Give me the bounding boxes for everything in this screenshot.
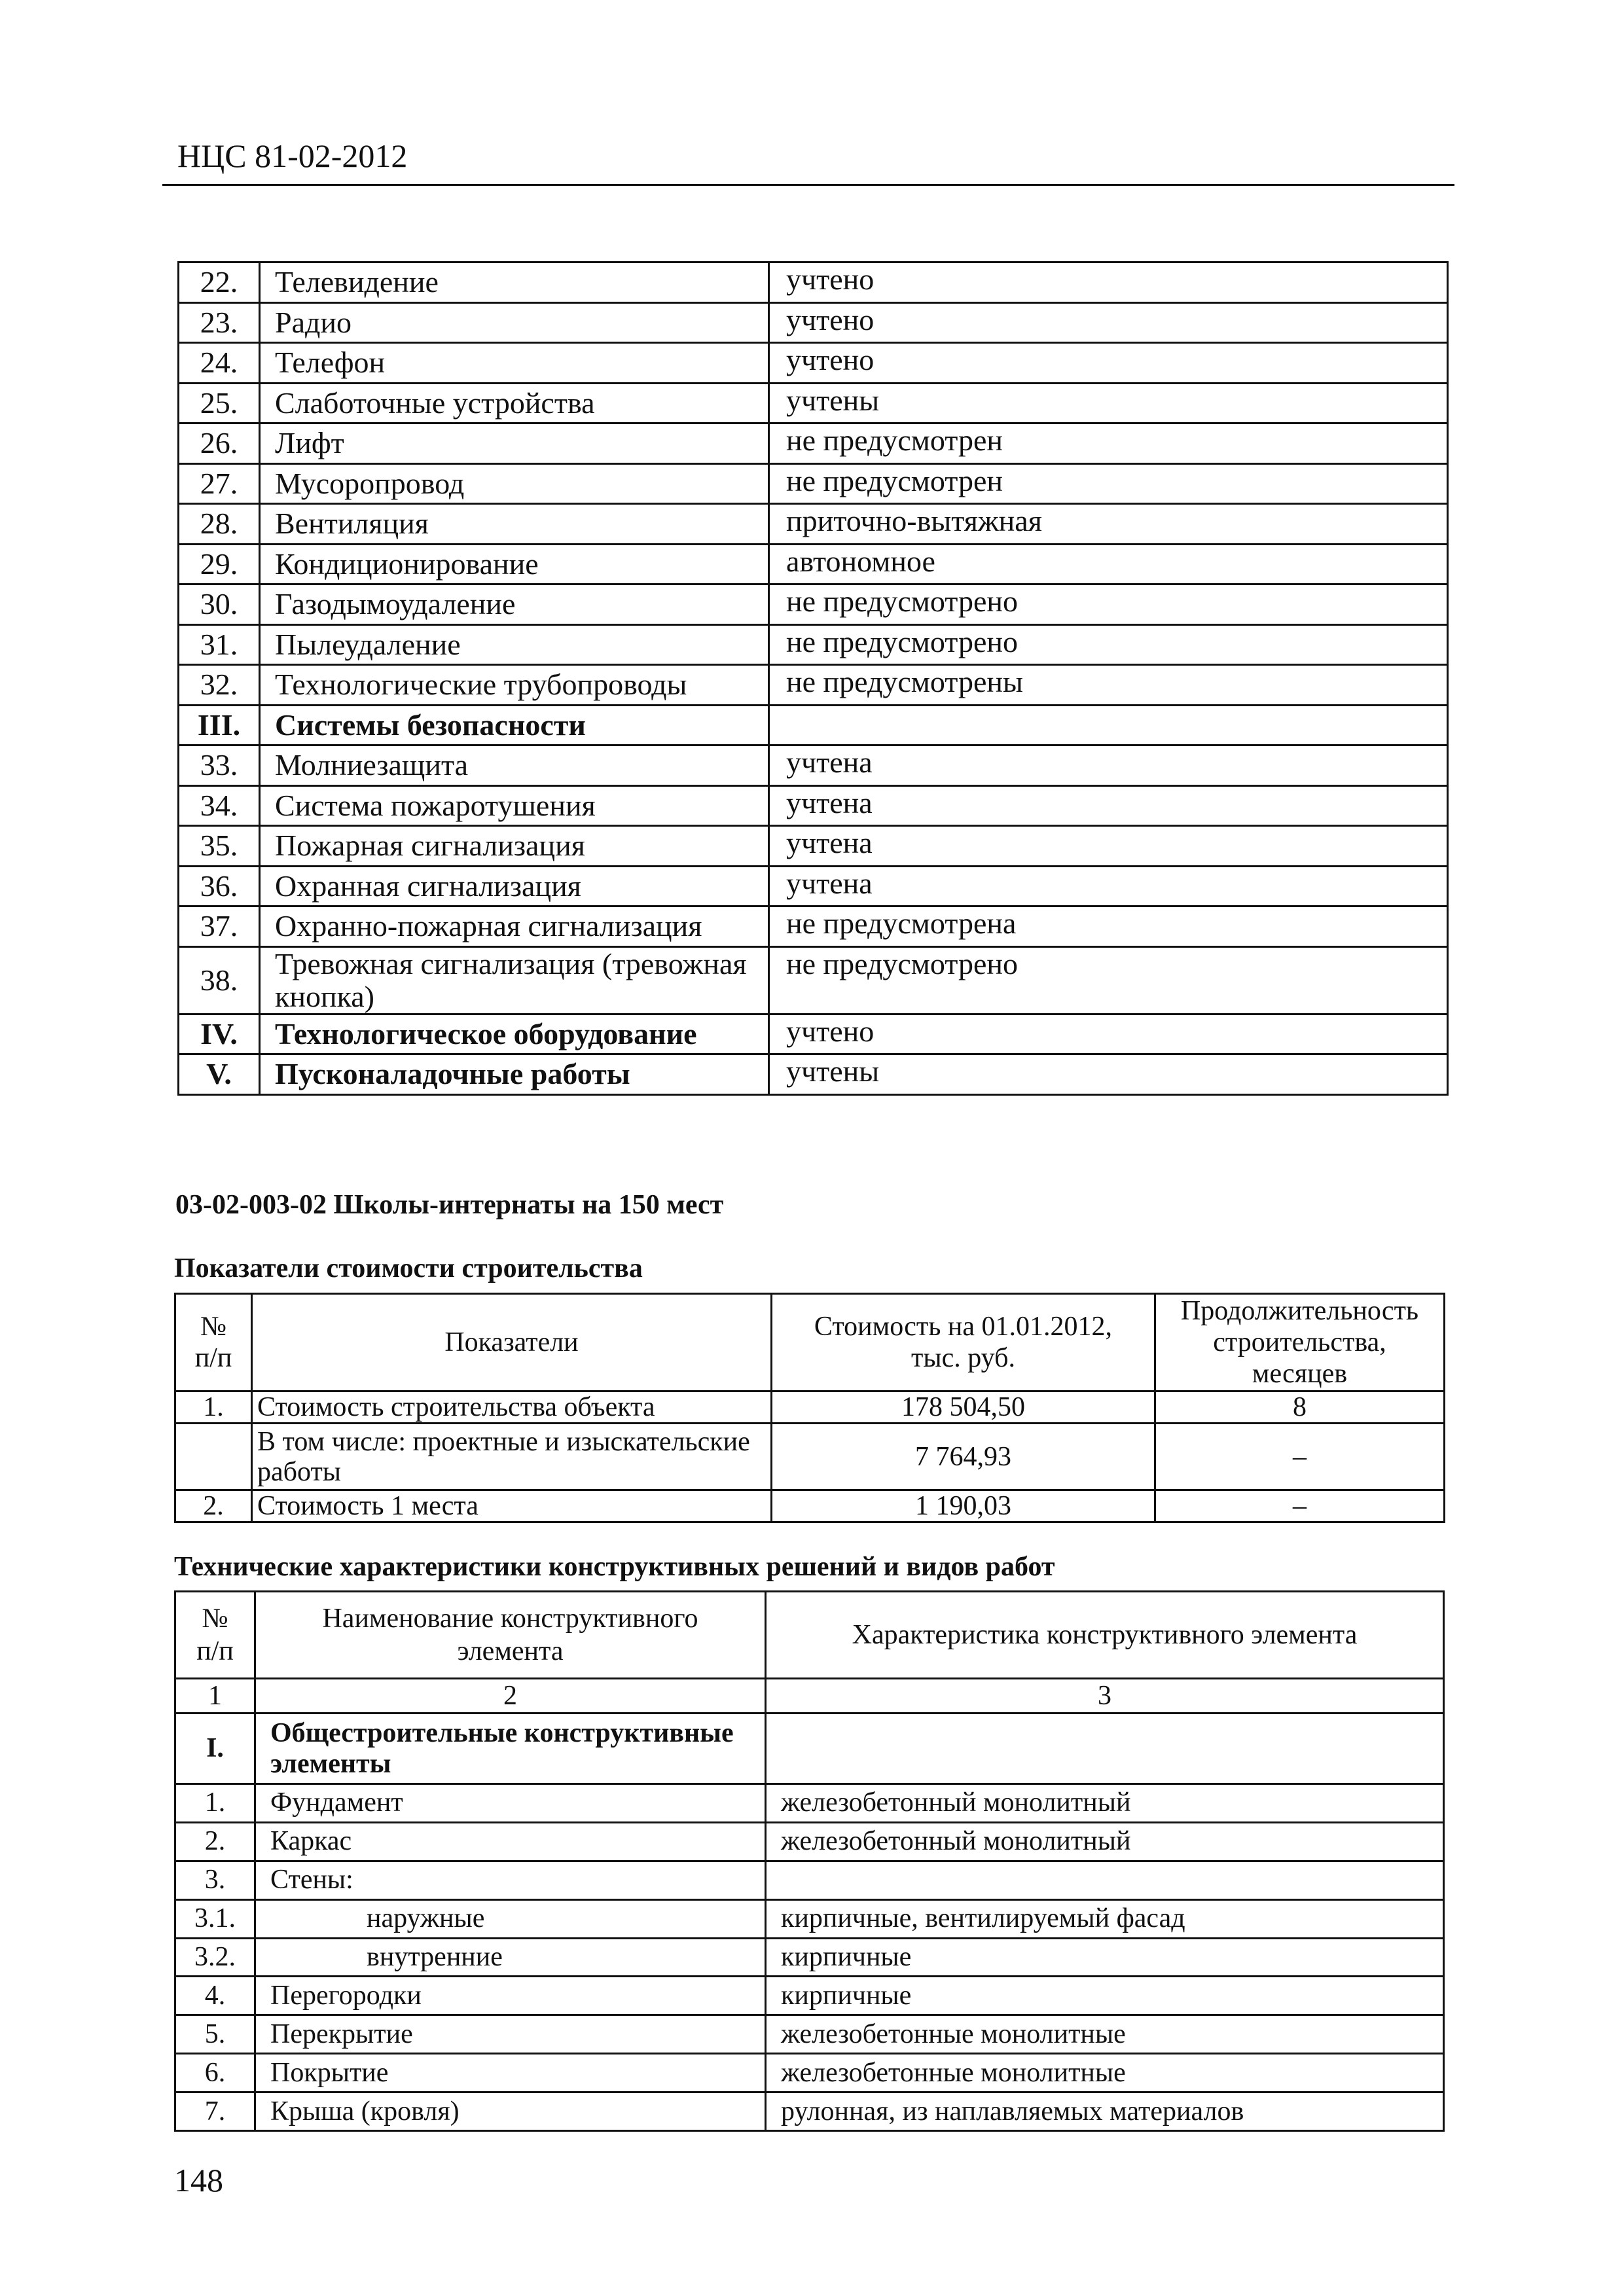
cost-row-indicator-cell: Стоимость 1 места [252, 1490, 772, 1522]
tech-row-characteristic-cell: рулонная, из наплавляемых материалов [766, 2092, 1444, 2131]
systems-row-value-cell: автономное [769, 544, 1448, 584]
systems-row-value-cell: не предусмотрен [769, 463, 1448, 504]
tech-row [175, 2054, 1444, 2092]
tech-row-element-cell: Фундамент [255, 1784, 766, 1823]
cost-indicators-title: Показатели стоимости строительства [174, 1253, 643, 1283]
systems-row [179, 584, 1448, 625]
systems-row-value-cell: не предусмотрено [769, 624, 1448, 665]
tech-row-num-cell: 3.1. [175, 1899, 255, 1938]
systems-row-value-cell: учтена [769, 866, 1448, 906]
cost-header-cost: Стоимость на 01.01.2012, тыс. руб. [772, 1294, 1155, 1391]
systems-row [179, 544, 1448, 584]
tech-row-num-cell: 6. [175, 2054, 255, 2092]
systems-row [179, 504, 1448, 545]
cost-row-num-cell [175, 1424, 252, 1490]
tech-row-characteristic-cell [766, 1713, 1444, 1784]
systems-row-name-cell: Лифт [260, 423, 769, 464]
systems-row-num-cell: V. [179, 1054, 260, 1095]
tech-column-numbers-row [175, 1679, 1444, 1713]
cost-row-num-cell: 2. [175, 1490, 252, 1522]
systems-row-name-cell: Пожарная сигнализация [260, 826, 769, 867]
tech-row [175, 1938, 1444, 1977]
systems-row [179, 302, 1448, 343]
systems-row-section [179, 1054, 1448, 1095]
cost-row [175, 1391, 1445, 1424]
tech-row-element-cell: наружные [255, 1899, 766, 1938]
systems-row [179, 745, 1448, 786]
systems-row [179, 624, 1448, 665]
systems-row-value-cell: учтено [769, 262, 1448, 303]
systems-row-name-cell: Технологическое оборудование [260, 1014, 769, 1054]
systems-row-num-cell: III. [179, 705, 260, 745]
systems-row-name-cell: Газодымоудаление [260, 584, 769, 625]
systems-row-value-cell: не предусмотрено [769, 946, 1448, 1014]
systems-row-name-cell: Пылеудаление [260, 624, 769, 665]
tech-row [175, 2015, 1444, 2054]
tech-row-element-cell: Перегородки [255, 1977, 766, 2015]
systems-row-num-cell: 37. [179, 906, 260, 947]
tech-row [175, 1977, 1444, 2015]
systems-row-num-cell: 22. [179, 262, 260, 303]
cost-row [175, 1424, 1445, 1490]
tech-row [175, 2092, 1444, 2131]
engineering-systems-table [177, 261, 1449, 1096]
systems-row-value-cell: учтено [769, 343, 1448, 384]
systems-row-value-cell [769, 705, 1448, 745]
systems-row-name-cell: Технологические трубопроводы [260, 665, 769, 706]
tech-row-num-cell: 1. [175, 1784, 255, 1823]
systems-row-value-cell: не предусмотрен [769, 423, 1448, 464]
systems-row-value-cell: не предусмотрены [769, 665, 1448, 706]
tech-row-element-cell: Покрытие [255, 2054, 766, 2092]
tech-row-characteristic-cell: кирпичные, вентилируемый фасад [766, 1899, 1444, 1938]
tech-row-section [175, 1713, 1444, 1784]
systems-row [179, 665, 1448, 706]
tech-row-num-cell: 7. [175, 2092, 255, 2131]
tech-header-num: № п/п [175, 1592, 255, 1679]
cost-row-indicator-cell: В том числе: проектные и изыскательские работы [252, 1424, 772, 1490]
systems-row-num-cell: 38. [179, 946, 260, 1014]
tech-row-num-cell: 5. [175, 2015, 255, 2054]
systems-row-name-cell: Слаботочные устройства [260, 383, 769, 423]
document-code-header: НЦС 81-02-2012 [177, 137, 408, 174]
tech-row [175, 1861, 1444, 1899]
systems-row-name-cell: Тревожная сигнализация (тревожная кнопка) [260, 946, 769, 1014]
systems-row-value-cell: не предусмотрено [769, 584, 1448, 625]
systems-row-num-cell: 25. [179, 383, 260, 423]
systems-row-num-cell: 29. [179, 544, 260, 584]
tech-header-element: Наименование конструктивного элемента [255, 1592, 766, 1679]
tech-row-element-cell: Стены: [255, 1861, 766, 1899]
tech-characteristics-body [175, 1713, 1444, 2131]
tech-row-characteristic-cell: кирпичные [766, 1977, 1444, 2015]
cost-row-duration-cell: – [1155, 1424, 1445, 1490]
cost-row-cost-cell: 7 764,93 [772, 1424, 1155, 1490]
systems-row-num-cell: 26. [179, 423, 260, 464]
tech-header-row [175, 1592, 1444, 1679]
cost-row-duration-cell: 8 [1155, 1391, 1445, 1424]
systems-row-num-cell: 31. [179, 624, 260, 665]
cost-header-indicator: Показатели [252, 1294, 772, 1391]
systems-row-num-cell: 27. [179, 463, 260, 504]
tech-row-characteristic-cell: кирпичные [766, 1938, 1444, 1977]
page-number: 148 [174, 2162, 223, 2198]
tech-row-num-cell: 2. [175, 1822, 255, 1861]
systems-row [179, 463, 1448, 504]
tech-row-num-cell: 3. [175, 1861, 255, 1899]
cost-indicators-body [175, 1391, 1445, 1522]
tech-row-element-cell: Каркас [255, 1822, 766, 1861]
systems-row-name-cell: Система пожаротушения [260, 785, 769, 826]
systems-row-name-cell: Телевидение [260, 262, 769, 303]
cost-indicators-table [174, 1293, 1445, 1523]
tech-row-element-cell: Общестроительные конструктивные элементы [255, 1713, 766, 1784]
systems-row-name-cell: Охранно-пожарная сигнализация [260, 906, 769, 947]
tech-row-num-cell: I. [175, 1713, 255, 1784]
tech-row-element-cell: внутренние [255, 1938, 766, 1977]
cost-header-duration: Продолжительность строительства, месяцев [1155, 1294, 1445, 1391]
cost-row-indicator-cell: Стоимость строительства объекта [252, 1391, 772, 1424]
cost-row [175, 1490, 1445, 1522]
tech-row-characteristic-cell: железобетонный монолитный [766, 1784, 1444, 1823]
tech-characteristics-table [174, 1590, 1445, 2132]
tech-row-element-cell: Крыша (кровля) [255, 2092, 766, 2131]
cost-row-cost-cell: 178 504,50 [772, 1391, 1155, 1424]
tech-header-characteristic: Характеристика конструктивного элемента [766, 1592, 1444, 1679]
systems-row-name-cell: Телефон [260, 343, 769, 384]
systems-row-name-cell: Мусоропровод [260, 463, 769, 504]
systems-row-value-cell: учтены [769, 383, 1448, 423]
systems-row [179, 826, 1448, 867]
tech-row-characteristic-cell [766, 1861, 1444, 1899]
systems-row-num-cell: IV. [179, 1014, 260, 1054]
systems-row [179, 946, 1448, 1014]
systems-row-value-cell: учтена [769, 785, 1448, 826]
tech-row-element-cell: Перекрытие [255, 2015, 766, 2054]
tech-row [175, 1899, 1444, 1938]
engineering-systems-body [179, 262, 1448, 1095]
tech-row-characteristic-cell: железобетонные монолитные [766, 2015, 1444, 2054]
systems-row-value-cell: приточно-вытяжная [769, 504, 1448, 545]
cost-row-num-cell: 1. [175, 1391, 252, 1424]
systems-row-name-cell: Системы безопасности [260, 705, 769, 745]
tech-row-num-cell: 3.2. [175, 1938, 255, 1977]
systems-row-num-cell: 23. [179, 302, 260, 343]
systems-row-num-cell: 30. [179, 584, 260, 625]
systems-row [179, 383, 1448, 423]
systems-row [179, 423, 1448, 464]
tech-row [175, 1784, 1444, 1823]
systems-row-name-cell: Кондиционирование [260, 544, 769, 584]
systems-row-num-cell: 33. [179, 745, 260, 786]
systems-row-value-cell: не предусмотрена [769, 906, 1448, 947]
tech-row-characteristic-cell: железобетонные монолитные [766, 2054, 1444, 2092]
systems-row-num-cell: 24. [179, 343, 260, 384]
systems-row-name-cell: Молниезащита [260, 745, 769, 786]
object-title: 03-02-003-02 Школы-интернаты на 150 мест [175, 1190, 724, 1220]
cost-row-cost-cell: 1 190,03 [772, 1490, 1155, 1522]
systems-row-name-cell: Пусконаладочные работы [260, 1054, 769, 1095]
systems-row-value-cell: учтено [769, 1014, 1448, 1054]
systems-row-section [179, 1014, 1448, 1054]
tech-column-number: 2 [255, 1679, 766, 1713]
tech-column-number: 3 [766, 1679, 1444, 1713]
systems-row [179, 785, 1448, 826]
systems-row-value-cell: учтена [769, 826, 1448, 867]
systems-row-name-cell: Охранная сигнализация [260, 866, 769, 906]
systems-row-value-cell: учтено [769, 302, 1448, 343]
systems-row-num-cell: 36. [179, 866, 260, 906]
systems-row-num-cell: 35. [179, 826, 260, 867]
tech-row-characteristic-cell: железобетонный монолитный [766, 1822, 1444, 1861]
systems-row [179, 262, 1448, 303]
systems-row [179, 343, 1448, 384]
systems-row-value-cell: учтены [769, 1054, 1448, 1095]
systems-row-num-cell: 34. [179, 785, 260, 826]
tech-characteristics-title: Технические характеристики конструктивных решений и видов работ [174, 1552, 1055, 1582]
systems-row [179, 906, 1448, 947]
cost-row-duration-cell: – [1155, 1490, 1445, 1522]
systems-row [179, 866, 1448, 906]
systems-row-name-cell: Вентиляция [260, 504, 769, 545]
tech-row [175, 1822, 1444, 1861]
tech-column-number: 1 [175, 1679, 255, 1713]
header-rule [162, 184, 1454, 186]
systems-row-value-cell: учтена [769, 745, 1448, 786]
cost-header-row [175, 1294, 1445, 1391]
systems-row-num-cell: 32. [179, 665, 260, 706]
systems-row-num-cell: 28. [179, 504, 260, 545]
tech-row-num-cell: 4. [175, 1977, 255, 2015]
cost-header-num: № п/п [175, 1294, 252, 1391]
systems-row-name-cell: Радио [260, 302, 769, 343]
systems-row-section [179, 705, 1448, 745]
